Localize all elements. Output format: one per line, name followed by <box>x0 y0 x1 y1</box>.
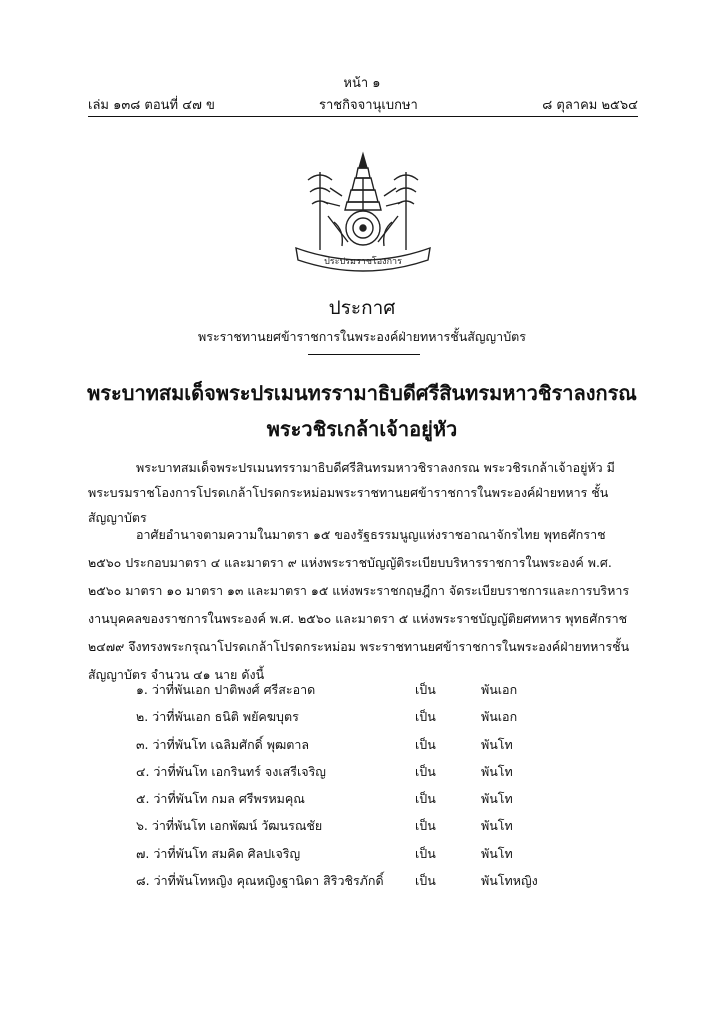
appointment-verb: เป็น <box>415 682 436 697</box>
appointee-entry: ๖. ว่าที่พันโท เอกพัฒน์ วัฒนรณชัย <box>136 818 323 834</box>
appointee-entry: ๕. ว่าที่พันโท กมล ศรีพรหมคุณ <box>136 791 305 807</box>
appointed-rank: พันโท <box>481 818 513 834</box>
announcement-subtitle: พระราชทานยศข้าราชการในพระองค์ฝ่ายทหารชั้นสัญญาบัตร <box>198 329 526 344</box>
appointed-rank: พันเอก <box>481 709 518 725</box>
list-item <box>136 816 556 843</box>
appointment-verb: เป็น <box>415 709 436 725</box>
list-item <box>136 762 556 789</box>
appointment-verb: เป็น <box>415 791 436 807</box>
announcement-title: ประกาศ <box>328 297 396 319</box>
appointment-verb: เป็น <box>415 845 436 861</box>
paragraph-legal-basis <box>88 521 640 689</box>
appointed-rank: พันโท <box>481 736 513 752</box>
appointee-entry: ๔. ว่าที่พันโท เอกรินทร์ จงเสรีเจริญ <box>136 763 326 779</box>
issue-date: ๘ ตุลาคม ๒๕๖๔ <box>542 98 638 113</box>
gazette-name: ราชกิจจานุเบกษา <box>319 98 418 113</box>
paragraph-2-text: อาศัยอำนาจตามความในมาตรา ๑๕ ของรัฐธรรมนูญแห่งราชอาณาจักรไทย พุทธศักราช ๒๕๖๐ ประกอบมาตรา ๔ และมาตรา ๙ แห่งพระราชบัญญัติระเบียบบริหารราชการในพระองค์ พ.ศ. ๒๕๖๐ มาตรา ๑๐ มาตรา ๑๓ และมาตรา ๑๕ แห่งพระราชกฤษฎีกา จัดระเบียบราชการและการบริหารงานบุคคลของราชการในพระองค์ พ.ศ. ๒๕๖๐ และมาตรา ๕ แห่งพระราชบัญญัติยศทหาร พุทธศักราช ๒๔๗๙ จึงทรงพระกรุณาโปรดเกล้าโปรดกระหม่อม พระราชทานยศข้าราชการในพระองค์ฝ่ายทหารชั้นสัญญาบัตร จำนวน ๔๑ นาย ดังนี้ <box>88 527 630 682</box>
list-item <box>136 680 556 707</box>
appointee-entry: ๓. ว่าที่พันโท เฉลิมศักดิ์ พุฒตาล <box>136 736 310 752</box>
appointment-list <box>136 680 556 898</box>
appointee-entry: ๑. ว่าที่พันเอก ปาติพงศ์ ศรีสะอาด <box>136 682 316 697</box>
appointment-verb: เป็น <box>415 736 436 752</box>
list-item <box>136 871 556 898</box>
appointment-verb: เป็น <box>415 873 436 889</box>
volume-info: เล่ม ๑๓๘ ตอนที่ ๔๗ ข <box>88 98 215 113</box>
royal-emblem-icon <box>278 150 448 280</box>
list-item <box>136 707 556 734</box>
list-item <box>136 844 556 871</box>
paragraph-1-text: พระบาทสมเด็จพระปรเมนทรรามาธิบดีศรีสินทรมหาวชิราลงกรณ พระวชิรเกล้าเจ้าอยู่หัว มีพระบรมราชโองการโปรดเกล้าโปรดกระหม่อมพระราชทานยศข้าราชการในพระองค์ฝ่ายทหาร ชั้นสัญญาบัตร <box>88 460 615 525</box>
appointee-entry: ๗. ว่าที่พันโท สมคิด ศิลปเจริญ <box>136 845 301 861</box>
emblem-banner-text: ประปรมราชโองการ <box>324 257 402 267</box>
king-name <box>0 375 724 447</box>
header-divider <box>88 116 638 117</box>
appointee-entry: ๒. ว่าที่พันเอก ธนิติ พยัคฆบุตร <box>136 709 299 725</box>
title-divider <box>308 354 420 355</box>
page-number: หน้า ๑ <box>343 76 381 91</box>
appointed-rank: พันโท <box>481 845 513 861</box>
paragraph-royal-command <box>88 455 640 530</box>
gazette-header <box>88 94 638 112</box>
appointment-verb: เป็น <box>415 818 436 834</box>
list-item <box>136 735 556 762</box>
appointee-entry: ๘. ว่าที่พันโทหญิง คุณหญิงฐานิดา สิริวชิรภักดิ์ <box>136 873 384 889</box>
appointed-rank: พันโท <box>481 791 513 807</box>
appointment-verb: เป็น <box>415 763 436 779</box>
king-name-line-1: พระบาทสมเด็จพระปรเมนทรรามาธิบดีศรีสินทรมหาวชิราลงกรณ <box>87 381 637 405</box>
list-item <box>136 789 556 816</box>
king-name-line-2: พระวชิรเกล้าเจ้าอยู่หัว <box>266 417 458 441</box>
appointed-rank: พันโท <box>481 763 513 779</box>
appointed-rank: พันโทหญิง <box>481 873 538 889</box>
appointed-rank: พันเอก <box>481 682 518 697</box>
